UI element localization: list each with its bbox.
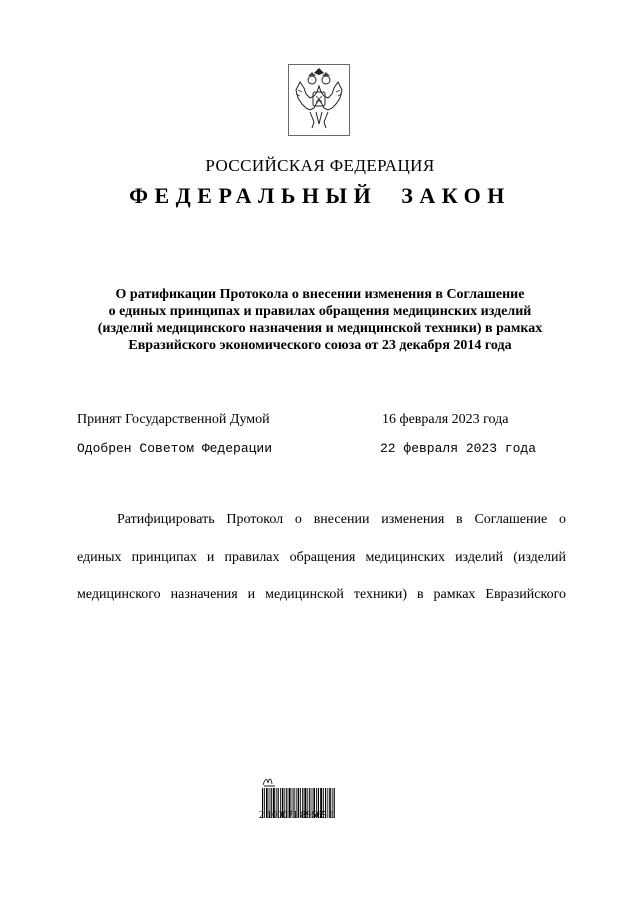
- coat-of-arms-icon: [288, 64, 350, 136]
- handwritten-mark-icon: [262, 775, 276, 787]
- council-approval-label: Одобрен Советом Федерации: [77, 441, 273, 456]
- duma-adoption-label: Принят Государственной Думой: [77, 412, 270, 427]
- law-title-line: (изделий медицинского назначения и медицинской техники) в рамках: [97, 321, 543, 336]
- barcode-number: 2 100071 89665 1: [259, 810, 335, 821]
- body-text-line: Ратифицировать Протокол о внесении изменения в Соглашение о: [117, 512, 566, 527]
- council-approval-date: 22 февраля 2023 года: [380, 441, 537, 456]
- law-title-line: Евразийского экономического союза от 23 декабря 2014 года: [128, 338, 512, 353]
- document-type: ФЕДЕРАЛЬНЫЙ ЗАКОН: [129, 183, 511, 208]
- body-text-line: медицинского назначения и медицинской техники) в рамках Евразийского: [77, 587, 566, 602]
- country-name: РОССИЙСКАЯ ФЕДЕРАЦИЯ: [205, 156, 435, 175]
- law-title-line: о единых принципах и правилах обращения медицинских изделий: [108, 304, 532, 319]
- body-text-line: единых принципах и правилах обращения медицинских изделий (изделий: [77, 550, 566, 565]
- law-title: [60, 286, 580, 354]
- law-title-line: О ратификации Протокола о внесении изменения в Соглашение: [115, 287, 525, 302]
- duma-adoption-date: 16 февраля 2023 года: [382, 412, 509, 427]
